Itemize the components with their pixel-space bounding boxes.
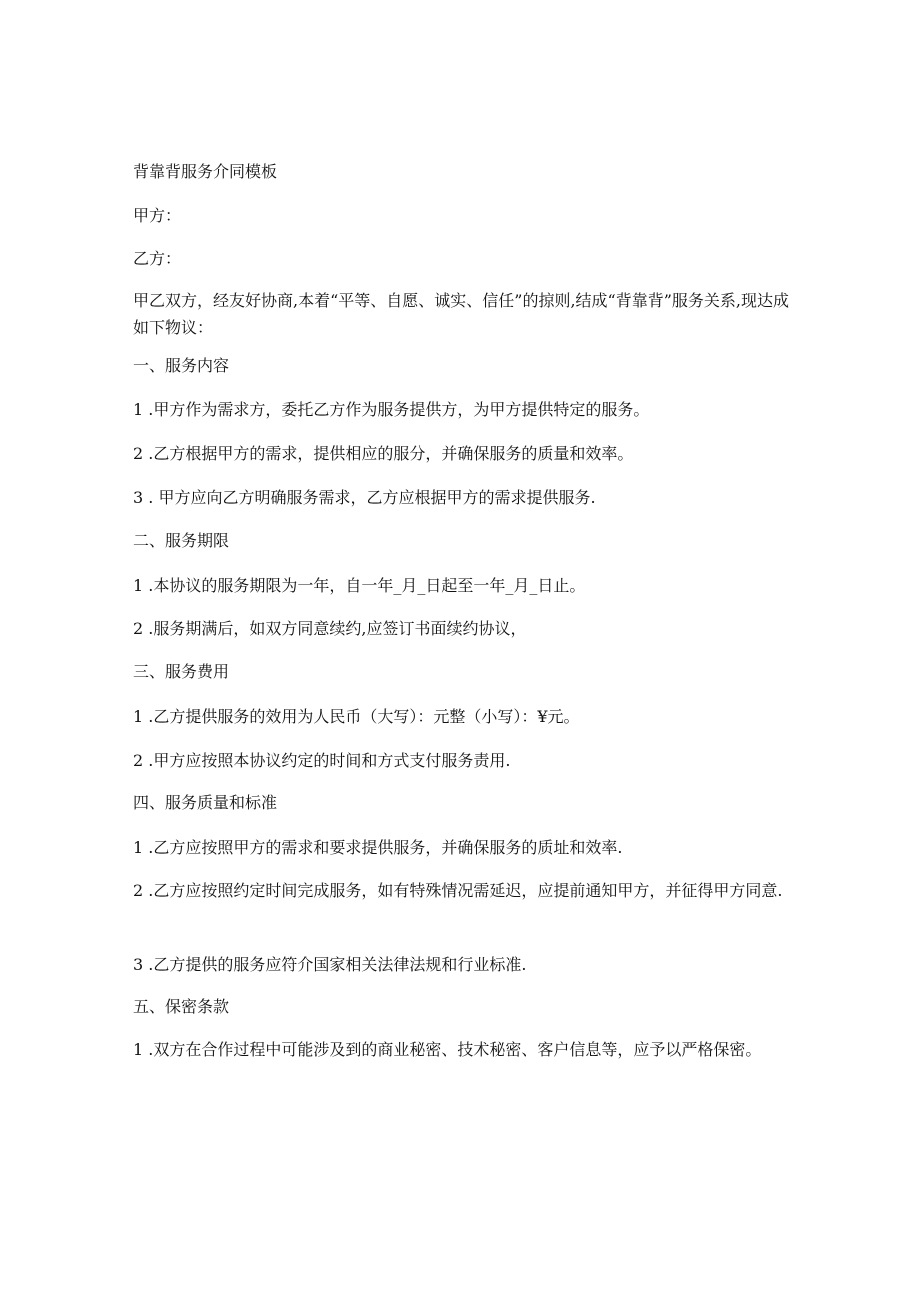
- clause-item: 1 .双方在合作过程中可能涉及到的商业秘密、技术秘密、客户信息等，应予以严格保密。: [133, 1040, 762, 1059]
- clause-item: 1 .甲方作为需求方，委托乙方作为服务提供方，为甲方提供特定的服务。: [133, 400, 650, 419]
- intro-paragraph: 甲乙双方，经友好协商,本着“平等、自愿、诚实、信任”的掠则,结成“背靠背”服务关系,现达成如下物议：: [133, 291, 789, 337]
- section-heading: 四、服务质量和标准: [133, 793, 278, 812]
- section-heading: 一、服务内容: [133, 356, 230, 375]
- clause-item: 2 .服务期满后，如双方同意续约,应签订书面续约协议，: [133, 619, 527, 638]
- clause-item: 2 .乙方应按照约定时间完成服务，如有特殊情况需延迟，应提前通知甲方，并征得甲方同意.: [133, 881, 783, 900]
- section-heading: 三、服务费用: [133, 662, 230, 681]
- section-heading: 二、服务期限: [133, 531, 230, 550]
- clause-item: 1 .乙方应按照甲方的需求和要求提供服务，并确保服务的质址和效率.: [133, 838, 623, 857]
- section-heading: 五、保密条款: [133, 997, 230, 1016]
- clause-item: 3 . 甲方应向乙方明确服务需求，乙方应根据甲方的需求提供服务.: [133, 488, 596, 507]
- clause-item: 3 .乙方提供的服务应符介国家相关法律法规和行业标准.: [133, 955, 527, 974]
- clause-item: 1 .乙方提供服务的效用为人民币（大写）：元整（小写）：¥元。: [133, 707, 580, 726]
- clause-item: 1 .本协议的服务期限为一年，自一年_月_日起至一年_月_日止。: [133, 576, 586, 595]
- party-b-line: 乙方：: [133, 249, 182, 268]
- clause-item: 2 .甲方应按照本协议约定的时间和方式支付服务责用.: [133, 751, 511, 770]
- party-a-line: 甲方：: [133, 206, 182, 225]
- document-title: 背靠背服务介同模板: [133, 162, 278, 181]
- clause-item: 2 .乙方根据甲方的需求，提供相应的服分，并确保服务的质量和效率。: [133, 444, 634, 463]
